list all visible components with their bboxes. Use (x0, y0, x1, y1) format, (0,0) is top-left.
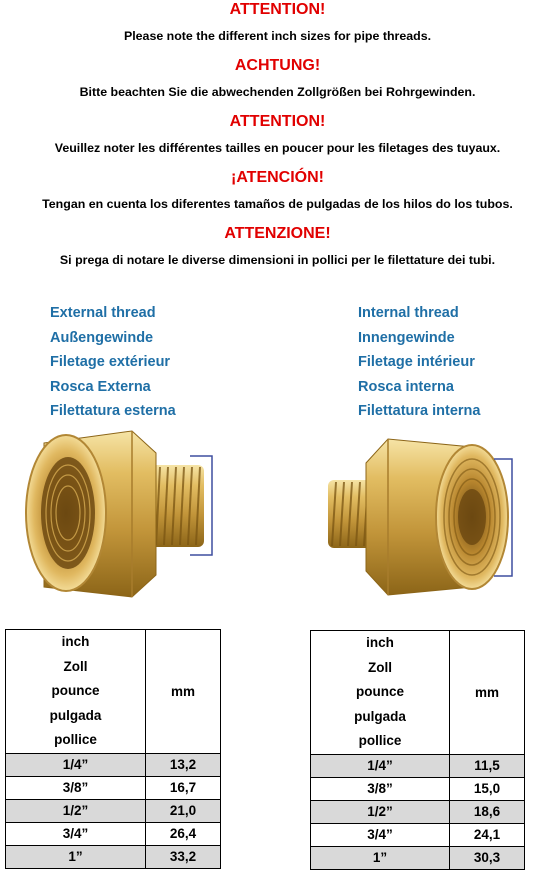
notice-title: ACHTUNG! (234, 57, 321, 74)
notice-text: Bitte beachten Sie die abwechenden Zollgrößen bei Rohrgewinden. (79, 85, 476, 99)
notice-title: ATTENTION! (229, 113, 326, 130)
table-row (311, 777, 525, 800)
external-label: Filetage extérieur (50, 354, 171, 370)
header-unit: inch (61, 634, 90, 649)
external-thread-fitting-image (14, 425, 219, 615)
internal-label: Internal thread (358, 305, 459, 321)
internal-label: Innengewinde (358, 329, 455, 346)
mm-cell: 24,1 (450, 823, 525, 846)
inch-header (6, 630, 146, 754)
table-row (311, 846, 525, 869)
notice-text: Tengan en cuenta los diferentes tamaños de pulgadas de los hilos do los tubos. (42, 197, 513, 211)
header-unit: pounce (355, 684, 404, 699)
header-unit: pollice (358, 733, 402, 748)
notice-es (0, 168, 555, 224)
notice-title: ¡ATENCIÓN! (230, 169, 325, 186)
mm-cell: 26,4 (146, 822, 221, 845)
inch-cell: 1” (311, 846, 450, 869)
mm-cell: 33,2 (146, 845, 221, 868)
external-label: Außengewinde (50, 329, 154, 346)
external-label: Rosca Externa (50, 378, 151, 395)
notice-title: ATTENTION! (229, 1, 326, 18)
inch-cell: 1/2” (6, 799, 146, 822)
mm-header: mm (146, 630, 221, 754)
mm-cell: 15,0 (450, 777, 525, 800)
notice-en (0, 0, 555, 56)
notice-block (0, 0, 555, 280)
inch-cell: 1” (6, 845, 146, 868)
header-unit: inch (366, 635, 394, 650)
header-unit: pollice (54, 732, 97, 747)
internal-label: Rosca interna (358, 378, 454, 395)
mm-cell: 11,5 (450, 754, 525, 777)
internal-thread-labels (358, 301, 480, 424)
header-unit: pulgada (49, 707, 102, 723)
internal-thread-fitting-image (322, 425, 522, 610)
mm-cell: 16,7 (146, 776, 221, 799)
table-row (311, 800, 525, 823)
header-unit: pounce (51, 683, 100, 698)
internal-size-table (310, 630, 525, 870)
table-row (6, 776, 221, 799)
table-header-row (6, 630, 221, 754)
inch-header (311, 631, 450, 755)
header-unit: Zoll (63, 658, 88, 674)
table-header-row (311, 631, 525, 755)
inch-cell: 3/4” (311, 823, 450, 846)
inch-cell: 1/4” (311, 754, 450, 777)
header-unit: Zoll (368, 659, 392, 675)
notice-title: ATTENZIONE! (224, 225, 331, 242)
inch-cell: 1/2” (311, 800, 450, 823)
inch-cell: 3/8” (311, 777, 450, 800)
mm-cell: 30,3 (450, 846, 525, 869)
notice-fr (0, 112, 555, 168)
inch-cell: 1/4” (6, 753, 146, 776)
notice-it (0, 224, 555, 280)
header-unit: pulgada (354, 708, 406, 724)
notice-de (0, 56, 555, 112)
mm-header: mm (450, 631, 525, 755)
inch-cell: 3/4” (6, 822, 146, 845)
notice-text: Si prega di notare le diverse dimensioni in pollici per le filettature dei tubi. (59, 253, 496, 267)
table-row (6, 822, 221, 845)
inch-cell: 3/8” (6, 776, 146, 799)
table-row (6, 799, 221, 822)
external-label: Filettatura esterna (50, 403, 176, 419)
external-size-table (5, 629, 221, 869)
mm-cell: 21,0 (146, 799, 221, 822)
table-row (311, 754, 525, 777)
internal-label: Filettatura interna (358, 403, 481, 419)
table-row (311, 823, 525, 846)
mm-cell: 13,2 (146, 753, 221, 776)
external-thread-labels (50, 301, 176, 424)
table-row (6, 753, 221, 776)
internal-label: Filetage intérieur (358, 354, 475, 370)
external-label: External thread (50, 305, 156, 321)
mm-cell: 18,6 (450, 800, 525, 823)
table-row (6, 845, 221, 868)
notice-text: Veuillez noter les différentes tailles en poucer pour les filetages des tuyaux. (54, 141, 501, 155)
notice-text: Please note the different inch sizes for pipe threads. (123, 29, 432, 43)
